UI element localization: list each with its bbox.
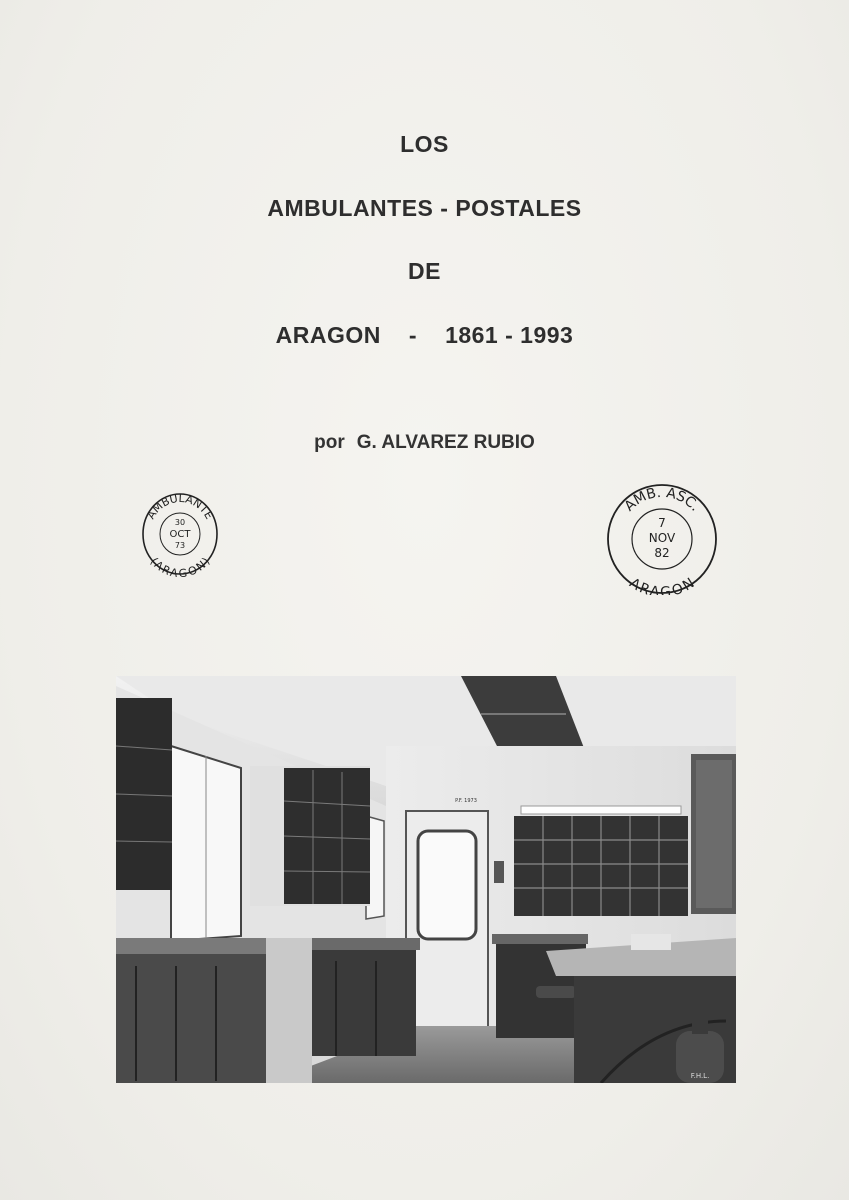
mail-car-interior-photo xyxy=(116,676,736,1083)
door-label: P.F. 1973 xyxy=(455,798,477,804)
extinguisher-label: F.H.L. xyxy=(690,1072,710,1080)
byline-prefix: por xyxy=(314,432,345,453)
title-place: ARAGON xyxy=(275,322,381,348)
title-years: 1861 - 1993 xyxy=(445,322,574,348)
title-dash: - xyxy=(408,322,418,348)
postmark-amb-asc xyxy=(604,483,720,595)
postmark-year: 82 xyxy=(654,546,670,560)
title-line-aragon-dates xyxy=(0,322,849,349)
postmark-ambulante xyxy=(140,491,220,577)
author-name: G. ALVAREZ RUBIO xyxy=(356,432,535,453)
postmark-bottom-text: (ARAGON) xyxy=(147,555,213,577)
author-byline xyxy=(0,432,849,454)
postmark-day: 30 xyxy=(174,518,186,527)
postmark-bottom-text: ARAGON xyxy=(626,575,698,595)
postmark-month: OCT xyxy=(169,529,191,540)
title-line-ambulantes-postales: AMBULANTES - POSTALES xyxy=(267,195,582,221)
postmark-top-text: AMBULANTE xyxy=(144,491,216,522)
postmark-month: NOV xyxy=(648,531,676,545)
postmark-top-text: AMB. ASC. xyxy=(621,484,703,515)
postmark-day: 7 xyxy=(658,516,666,530)
title-line-de: DE xyxy=(408,258,441,284)
postmark-year: 73 xyxy=(174,541,186,550)
title-line-los: LOS xyxy=(400,131,449,157)
